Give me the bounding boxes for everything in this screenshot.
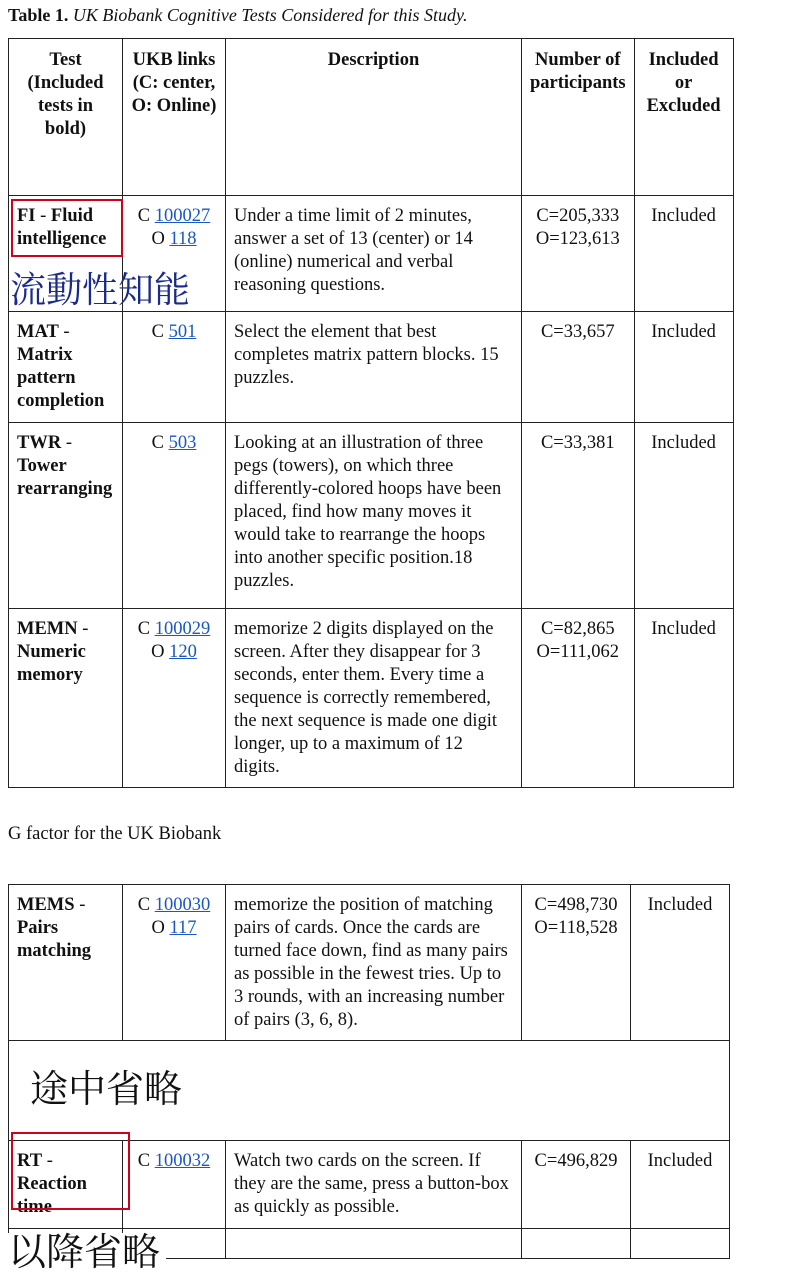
ukb-link-c[interactable]: 501 xyxy=(168,322,197,342)
header-description: Description xyxy=(226,39,522,196)
header-number: Number of participants xyxy=(522,39,635,196)
participants-cell xyxy=(522,423,635,609)
test-name: Reaction time xyxy=(17,1174,87,1217)
ukb-link-o[interactable]: 120 xyxy=(169,642,197,662)
caption-label: Table 1. xyxy=(8,5,69,25)
test-name: Matrix pattern completion xyxy=(17,345,105,411)
description-cell: memorize the position of matching pairs of cards. Once the cards are turned face down, find as many pairs as possible in the fewest tries. Up to 3 rounds, with an increasing number of pairs (3, 6, 8). xyxy=(226,885,522,1041)
description-cell: Under a time limit of 2 minutes, answer a set of 13 (center) or 14 (online) numerical and verbal reasoning questions. xyxy=(226,196,522,312)
ukb-cell xyxy=(123,423,226,609)
description-cell: memorize 2 digits displayed on the screen. After they disappear for 3 seconds, enter them. Every time a sequence is correctly remembered, the next sequence is made one digit longer, up to a maximum of 12 digits. xyxy=(226,609,522,788)
table-row xyxy=(9,609,734,788)
table-row xyxy=(9,885,730,1041)
participants-cell xyxy=(522,885,631,1041)
annotation-after-omitted-jp: 以降省略 xyxy=(8,1233,166,1271)
test-cell: MEMS - Pairs matching xyxy=(9,885,123,1041)
ukb-link-c[interactable]: 503 xyxy=(168,433,197,453)
test-name: Fluid intelligence xyxy=(17,206,107,249)
highlight-box-fi xyxy=(11,199,123,257)
participants-o: O=111,062 xyxy=(536,642,620,662)
caption-text: UK Biobank Cognitive Tests Considered for this Study. xyxy=(72,5,468,25)
ukb-c-prefix: C xyxy=(137,895,151,915)
ukb-link-c[interactable]: 100029 xyxy=(154,619,211,639)
ukb-o-prefix: O xyxy=(151,229,165,249)
ukb-c-prefix: C xyxy=(137,619,151,639)
cognitive-tests-table xyxy=(8,38,734,788)
ukb-o-prefix: O xyxy=(151,642,165,662)
test-name: Pairs matching xyxy=(17,918,91,961)
test-abbr: MEMS xyxy=(17,895,75,915)
test-abbr: MEMN xyxy=(17,619,78,639)
participants-c: C=205,333 xyxy=(536,206,620,226)
header-row xyxy=(9,39,734,196)
header-test: Test (Included tests in bold) xyxy=(9,39,123,196)
participants-c: C=33,657 xyxy=(540,322,615,342)
test-cell: RT - Reaction time xyxy=(9,1141,123,1229)
cut-cell xyxy=(522,1229,631,1259)
participants-cell xyxy=(522,312,635,423)
table-row xyxy=(9,423,734,609)
cut-cell xyxy=(631,1229,730,1259)
cut-cell xyxy=(226,1229,522,1259)
header-ukb: UKB links (C: center, O: Online) xyxy=(123,39,226,196)
description-cell: Watch two cards on the screen. If they are the same, press a button-box as quickly as possible. xyxy=(226,1141,522,1229)
ukb-c-prefix: C xyxy=(137,206,151,226)
test-abbr: TWR xyxy=(17,433,62,453)
test-cell: FI - Fluid intelligence xyxy=(9,196,123,312)
participants-cell xyxy=(522,1141,631,1229)
test-cell: MAT - Matrix pattern completion xyxy=(9,312,123,423)
participants-cell xyxy=(522,609,635,788)
ukb-cell xyxy=(123,1141,226,1229)
participants-c: C=498,730 xyxy=(534,895,618,915)
participants-c: C=33,381 xyxy=(540,433,615,453)
test-name: Numeric memory xyxy=(17,642,86,685)
ukb-cell xyxy=(123,609,226,788)
status-cell: Included xyxy=(634,196,733,312)
description-cell: Select the element that best completes matrix pattern blocks. 15 puzzles. xyxy=(226,312,522,423)
participants-o: O=118,528 xyxy=(534,918,618,938)
test-abbr: RT xyxy=(17,1151,43,1171)
test-cell: MEMN - Numeric memory xyxy=(9,609,123,788)
status-cell: Included xyxy=(634,423,733,609)
annotation-omitted-jp: 途中省略 xyxy=(30,1067,183,1111)
test-abbr: FI xyxy=(17,206,36,226)
ukb-link-o[interactable]: 118 xyxy=(169,229,197,249)
table-row xyxy=(9,312,734,423)
header-included: Included or Excluded xyxy=(634,39,733,196)
ukb-c-prefix: C xyxy=(151,322,164,342)
ukb-o-prefix: O xyxy=(151,918,165,938)
description-cell: Looking at an illustration of three pegs (towers), on which three differently-colored hoops have been placed, find how many moves it would take to rearrange the hoops into another specific position.18 puzzles. xyxy=(226,423,522,609)
status-cell: Included xyxy=(631,885,730,1041)
participants-c: C=82,865 xyxy=(540,619,615,639)
status-cell: Included xyxy=(634,609,733,788)
annotation-fluid-intelligence-jp: 流動性知能 xyxy=(10,270,191,311)
ukb-link-o[interactable]: 117 xyxy=(169,918,197,938)
test-name: Tower rearranging xyxy=(17,456,113,499)
participants-c: C=496,829 xyxy=(534,1151,618,1171)
ukb-link-c[interactable]: 100030 xyxy=(154,895,211,915)
table-caption xyxy=(8,4,468,26)
ukb-cell xyxy=(123,312,226,423)
highlight-box-rt xyxy=(11,1132,130,1210)
section-heading: G factor for the UK Biobank xyxy=(8,824,222,844)
ukb-link-c[interactable]: 100032 xyxy=(154,1151,211,1171)
test-abbr: MAT xyxy=(17,322,59,342)
participants-o: O=123,613 xyxy=(535,229,620,249)
ukb-c-prefix: C xyxy=(137,1151,151,1171)
ukb-link-c[interactable]: 100027 xyxy=(154,206,211,226)
ukb-c-prefix: C xyxy=(151,433,164,453)
participants-cell xyxy=(522,196,635,312)
test-cell: TWR - Tower rearranging xyxy=(9,423,123,609)
status-cell: Included xyxy=(631,1141,730,1229)
ukb-cell xyxy=(123,885,226,1041)
status-cell: Included xyxy=(634,312,733,423)
